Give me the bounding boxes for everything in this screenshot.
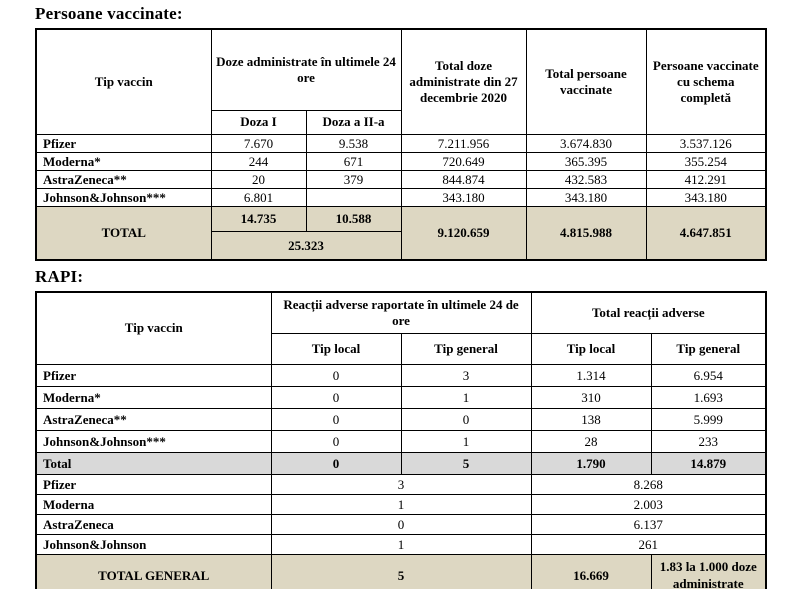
vaccine-name: AstraZeneca xyxy=(36,515,271,535)
total-general-rate: 1.83 la 1.000 doze administrate xyxy=(651,555,766,589)
cell-general-total: 6.954 xyxy=(651,365,766,387)
col-header-tip-local-total: Tip local xyxy=(531,334,651,365)
cell-count-24: 1 xyxy=(271,535,531,555)
cell-total-doze: 720.649 xyxy=(401,153,526,171)
cell-general-total: 5.999 xyxy=(651,409,766,431)
table-row-moderna-severe xyxy=(36,495,766,515)
vaccine-name: Pfizer xyxy=(36,475,271,495)
total-local-total: 1.790 xyxy=(531,453,651,475)
table-row-johnson-severe xyxy=(36,535,766,555)
vaccine-name: Johnson&Johnson*** xyxy=(36,431,271,453)
cell-doza1: 20 xyxy=(211,171,306,189)
vaccine-name: Johnson&Johnson xyxy=(36,535,271,555)
total-doza2: 10.588 xyxy=(306,207,401,232)
col-header-doza2: Doza a II-a xyxy=(306,111,401,135)
cell-doza2 xyxy=(306,189,401,207)
cell-general-24: 0 xyxy=(401,409,531,431)
table-row-moderna xyxy=(36,387,766,409)
col-header-doze-24h: Doze administrate în ultimele 24 ore xyxy=(211,29,401,111)
cell-general-total: 1.693 xyxy=(651,387,766,409)
cell-doza2: 379 xyxy=(306,171,401,189)
total-general-24: 5 xyxy=(401,453,531,475)
section-title-rapi: RAPI: xyxy=(35,267,84,286)
cell-local-24: 0 xyxy=(271,365,401,387)
col-header-doza1: Doza I xyxy=(211,111,306,135)
cell-total: 261 xyxy=(531,535,766,555)
col-header-total-reactii: Total reacții adverse xyxy=(531,292,766,334)
table1-header-row xyxy=(36,29,766,111)
cell-general-24: 3 xyxy=(401,365,531,387)
vaccine-name: Moderna xyxy=(36,495,271,515)
cell-local-24: 0 xyxy=(271,387,401,409)
vaccine-name: Moderna* xyxy=(36,153,211,171)
total-persoane-cell: 4.815.988 xyxy=(526,207,646,261)
vaccine-name: Pfizer xyxy=(36,365,271,387)
total-doze-cell: 9.120.659 xyxy=(401,207,526,261)
cell-general-24: 1 xyxy=(401,431,531,453)
table1-total-row xyxy=(36,207,766,232)
table-row-moderna xyxy=(36,153,766,171)
cell-count-24: 0 xyxy=(271,515,531,535)
table-row-pfizer-severe xyxy=(36,475,766,495)
cell-local-24: 0 xyxy=(271,409,401,431)
cell-total: 2.003 xyxy=(531,495,766,515)
col-header-tip-vaccin: Tip vaccin xyxy=(36,29,211,135)
cell-count-24: 3 xyxy=(271,475,531,495)
cell-total-doze: 7.211.956 xyxy=(401,135,526,153)
cell-local-total: 28 xyxy=(531,431,651,453)
cell-total-persoane: 3.674.830 xyxy=(526,135,646,153)
vaccine-name: AstraZeneca** xyxy=(36,409,271,431)
cell-total: 8.268 xyxy=(531,475,766,495)
total-doza1: 14.735 xyxy=(211,207,306,232)
cell-total-persoane: 432.583 xyxy=(526,171,646,189)
total-general-total: 14.879 xyxy=(651,453,766,475)
cell-local-total: 1.314 xyxy=(531,365,651,387)
cell-schema-completa: 412.291 xyxy=(646,171,766,189)
cell-doza1: 7.670 xyxy=(211,135,306,153)
cell-total-doze: 844.874 xyxy=(401,171,526,189)
vaccine-name: Moderna* xyxy=(36,387,271,409)
total-general-count-24: 5 xyxy=(271,555,531,589)
total-schema-cell: 4.647.851 xyxy=(646,207,766,261)
cell-local-24: 0 xyxy=(271,431,401,453)
vaccine-name: Pfizer xyxy=(36,135,211,153)
table-row-pfizer xyxy=(36,135,766,153)
col-header-tip-vaccin: Tip vaccin xyxy=(36,292,271,365)
total-label: Total xyxy=(36,453,271,475)
col-header-tip-general-24: Tip general xyxy=(401,334,531,365)
cell-doza1: 6.801 xyxy=(211,189,306,207)
cell-doza1: 244 xyxy=(211,153,306,171)
cell-doza2: 9.538 xyxy=(306,135,401,153)
cell-local-total: 138 xyxy=(531,409,651,431)
col-header-reactii-24h: Reacții adverse raportate în ultimele 24 de ore xyxy=(271,292,531,334)
cell-count-24: 1 xyxy=(271,495,531,515)
table-row-johnson xyxy=(36,431,766,453)
cell-total: 6.137 xyxy=(531,515,766,535)
cell-total-persoane: 343.180 xyxy=(526,189,646,207)
table-row-astrazeneca xyxy=(36,409,766,431)
vaccine-name: AstraZeneca** xyxy=(36,171,211,189)
col-header-total-persoane: Total persoane vaccinate xyxy=(526,29,646,135)
table-row-johnson xyxy=(36,189,766,207)
cell-schema-completa: 3.537.126 xyxy=(646,135,766,153)
cell-total-doze: 343.180 xyxy=(401,189,526,207)
col-header-tip-local-24: Tip local xyxy=(271,334,401,365)
total-general-label: TOTAL GENERAL xyxy=(36,555,271,589)
cell-schema-completa: 355.254 xyxy=(646,153,766,171)
total-local-24: 0 xyxy=(271,453,401,475)
vaccine-name: Johnson&Johnson*** xyxy=(36,189,211,207)
total-doze-combined: 25.323 xyxy=(211,232,401,261)
table2-total-general-row xyxy=(36,555,766,589)
col-header-schema-completa: Persoane vaccinate cu schema completă xyxy=(646,29,766,135)
col-header-tip-general-total: Tip general xyxy=(651,334,766,365)
table2-header-row xyxy=(36,292,766,334)
table-row-astrazeneca xyxy=(36,171,766,189)
section-title-persoane-vaccinate: Persoane vaccinate: xyxy=(35,4,183,23)
vaccinated-persons-table xyxy=(35,28,767,261)
table-row-astrazeneca-severe xyxy=(36,515,766,535)
total-general-total: 16.669 xyxy=(531,555,651,589)
cell-general-total: 233 xyxy=(651,431,766,453)
cell-local-total: 310 xyxy=(531,387,651,409)
adverse-reactions-table xyxy=(35,291,767,589)
col-header-total-doze: Total doze administrate din 27 decembrie 2020 xyxy=(401,29,526,135)
total-label: TOTAL xyxy=(36,207,211,261)
cell-total-persoane: 365.395 xyxy=(526,153,646,171)
table-row-pfizer xyxy=(36,365,766,387)
table2-total-row xyxy=(36,453,766,475)
cell-doza2: 671 xyxy=(306,153,401,171)
cell-schema-completa: 343.180 xyxy=(646,189,766,207)
cell-general-24: 1 xyxy=(401,387,531,409)
